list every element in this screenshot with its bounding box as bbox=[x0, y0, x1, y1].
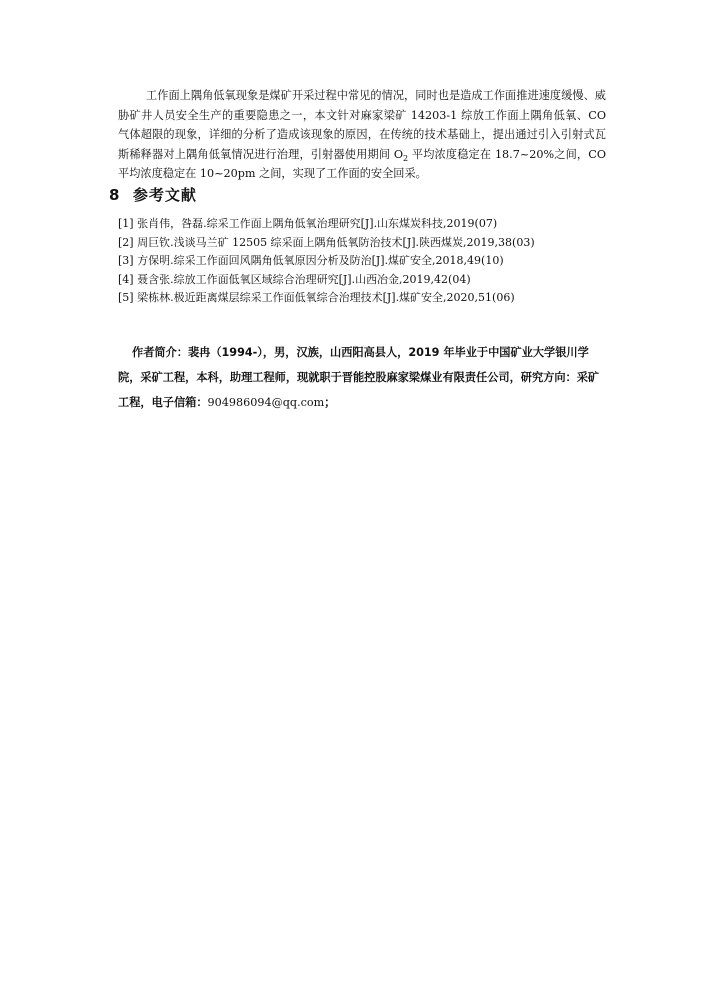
conclusion-paragraph bbox=[118, 86, 606, 184]
reference-item: [3] 方保明.综采工作面回风隅角低氧原因分析及防治[J].煤矿安全,2018,49(10) bbox=[118, 254, 504, 268]
section-title: 参考文献 bbox=[132, 186, 197, 204]
conclusion-text-part1: 工作面上隅角低氧现象是煤矿开采过程中常见的情况，同时也是造成工作面推进速度缓慢、威胁矿井人员安全生产的重要隐患之一，本文针对麻家梁矿 14203-1 综放工作面上隅角低氧、CO 气体超限的现象，详细的分析了造成该现象的原因，在传统的技术基础上，提出通过引入引射式瓦斯稀释器对上隅角低氧情况进行治理，引射器使用期间 O bbox=[118, 89, 606, 161]
reference-list bbox=[118, 215, 618, 308]
author-bio-text: 裴冉（1994-），男，汉族，山西阳高县人，2019 年毕业于中国矿业大学银川学院，采矿工程，本科，助理工程师，现就职于晋能控股麻家梁煤业有限责任公司，研究方向：采矿工程，电子信箱： bbox=[118, 346, 600, 409]
author-email: 904986094@qq.com bbox=[207, 396, 325, 409]
reference-item: [5] 梁栋林.极近距离煤层综采工作面低氧综合治理技术[J].煤矿安全,2020,51(06) bbox=[118, 291, 515, 305]
reference-item: [1] 张肖伟，咎磊.综采工作面上隅角低氧治理研究[J].山东煤炭科技,2019(07) bbox=[118, 217, 498, 230]
references-heading bbox=[109, 184, 197, 205]
section-number: 8 bbox=[109, 186, 121, 204]
author-bio-label: 作者简介： bbox=[132, 346, 188, 359]
author-bio bbox=[118, 340, 608, 415]
author-bio-tail: ； bbox=[324, 396, 336, 409]
conclusion-text-part2: 平均浓度稳定在 18.7~20%之间，CO 平均浓度稳定在 10~20pm 之间，实现了工作面的安全回采。 bbox=[118, 147, 606, 181]
oxygen-subscript: 2 bbox=[403, 154, 409, 164]
reference-item: [4] 聂含张.综放工作面低氧区域综合治理研究[J].山西冶金,2019,42(04) bbox=[118, 272, 471, 286]
reference-item: [2] 周巨钦.浅谈马兰矿 12505 综采面上隅角低氧防治技术[J].陕西煤炭,2019,38(03) bbox=[118, 235, 535, 249]
